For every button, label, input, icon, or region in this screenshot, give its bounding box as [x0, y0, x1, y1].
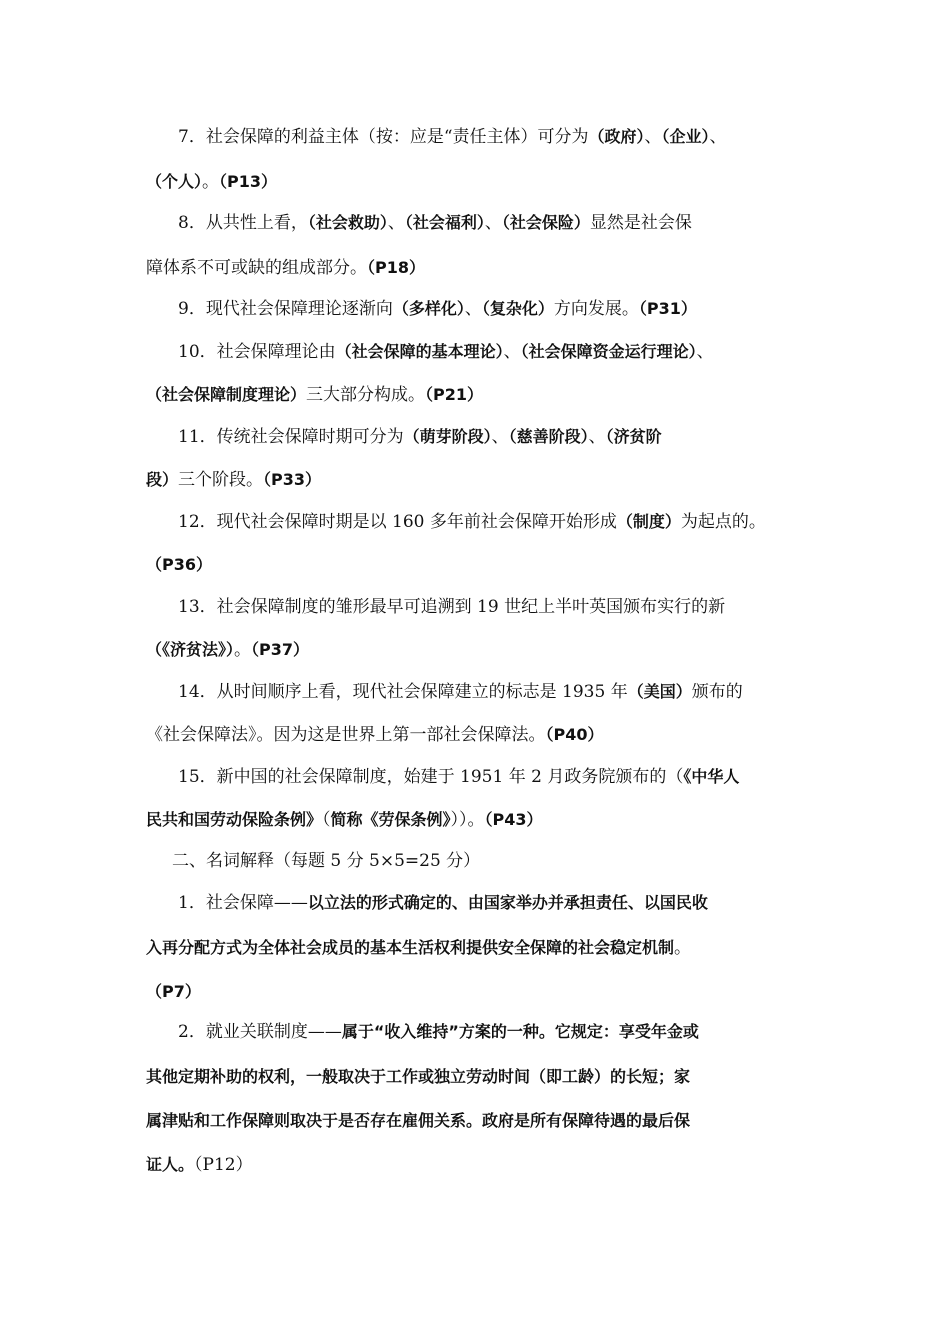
text: （P12） [194, 1155, 253, 1175]
bold-text: （复杂化） [481, 299, 554, 318]
text: 、 [588, 427, 606, 447]
text-line [178, 891, 858, 915]
bold-text: （P21） [425, 385, 484, 404]
text: 、 [503, 342, 521, 362]
bold-text: 民共和国劳动保险条例》 [146, 810, 323, 829]
text: 、 [464, 299, 482, 319]
text: 。 [234, 640, 252, 660]
bold-text: （萌芽阶段） [403, 427, 492, 446]
text: 为起点的。 [680, 512, 766, 532]
text: 、 [696, 342, 714, 362]
text-line [146, 553, 826, 577]
text-line [178, 125, 858, 149]
bold-text: 入再分配方式为全体社会成员的基本生活权利提供安全保障的社会稳定机制 [146, 938, 675, 957]
text-line [146, 170, 826, 194]
text: 二、名词解释（每题 5 分 5×5=25 分） [172, 851, 481, 871]
bold-text: （社会保障的基本理论） [335, 342, 504, 361]
text-line [146, 1153, 826, 1177]
text: 、 [644, 127, 662, 147]
text: 、 [709, 127, 727, 147]
bold-text: （多样化） [392, 299, 465, 318]
text-line [178, 510, 858, 534]
bold-text: （社会福利） [404, 213, 485, 232]
text: 1．社会保障—— [178, 893, 308, 913]
bold-text: （P18） [367, 258, 425, 277]
text: 三大部分构成。 [306, 385, 426, 405]
text-line [146, 1065, 826, 1089]
bold-text: （P36） [146, 555, 212, 574]
text: 15．新中国的社会保障制度，始建于 1951 年 2 月政务院颁布的（ [178, 767, 684, 787]
text-line [146, 1109, 826, 1133]
text: 12．现代社会保障时期是以 160 多年前社会保障开始形成 [178, 512, 617, 532]
text: 8．从共性上看， [178, 213, 308, 233]
text: 、 [491, 427, 509, 447]
text-line [146, 638, 826, 662]
text: 7．社会保障的利益主体（按：应是“责任主体）可分为 [178, 127, 589, 147]
bold-text: 属于“收入维持”方案的一种。它规定：享受年金或 [341, 1022, 699, 1041]
text: 2．就业关联制度—— [178, 1022, 342, 1042]
text-line [146, 468, 826, 492]
text: 。 [674, 938, 692, 958]
text-line [178, 765, 858, 789]
bold-text: （P33） [263, 470, 322, 489]
text: 《社会保障法》。因为这是世界上第一部社会保障法。 [146, 725, 546, 745]
text-line [178, 211, 858, 235]
bold-text: （政府） [588, 127, 645, 146]
bold-text: （P31） [638, 299, 697, 318]
bold-text: （P7） [146, 982, 201, 1001]
text-line [178, 595, 858, 619]
bold-text: 段） [146, 470, 179, 489]
text: 三个阶段。 [178, 470, 264, 490]
bold-text: 简称《劳保条例》 [330, 810, 451, 829]
text-line [146, 723, 826, 747]
bold-text: （P40） [545, 725, 604, 744]
text-line [178, 680, 858, 704]
text: 颁布的 [691, 682, 743, 702]
text: 10．社会保障理论由 [178, 342, 336, 362]
text-line [178, 297, 858, 321]
bold-text: （社会保障制度理论） [146, 385, 307, 404]
bold-text: 属津贴和工作保障则取决于是否存在雇佣关系。政府是所有保障待遇的最后保 [146, 1111, 691, 1130]
text: 14．从时间顺序上看，现代社会保障建立的标志是 1935 年 [178, 682, 628, 702]
bold-text: 其他定期补助的权利，一般取决于工作或独立劳动时间（即工龄）的长短；家 [146, 1067, 691, 1086]
text-line [146, 936, 826, 960]
text-line [146, 808, 826, 832]
text-line [178, 425, 858, 449]
bold-text: （社会保障资金运行理论） [520, 342, 697, 361]
bold-text: （P43） [484, 810, 543, 829]
text: 。 [202, 172, 220, 192]
bold-text: 证人。 [146, 1155, 195, 1174]
bold-text: （社会救助） [307, 213, 388, 232]
bold-text: （制度） [616, 512, 681, 531]
bold-text: （美国） [627, 682, 692, 701]
text: 方向发展。 [553, 299, 639, 319]
text-line [172, 849, 852, 873]
bold-text: （P37） [251, 640, 310, 659]
text: 11．传统社会保障时期可分为 [178, 427, 404, 447]
text: 显然是社会保 [589, 213, 692, 233]
text: 13．社会保障制度的雏形最早可追溯到 19 世纪上半叶英国颁布实行的新 [178, 597, 726, 617]
text-line [146, 256, 826, 280]
text-line [146, 980, 826, 1004]
bold-text: （个人） [146, 172, 203, 191]
bold-text: （慈善阶段） [508, 427, 589, 446]
text-line [178, 1020, 858, 1044]
text-line [146, 383, 826, 407]
text: 、 [387, 213, 405, 233]
bold-text: （企业） [661, 127, 710, 146]
text-line [178, 340, 858, 364]
bold-text: 《中华人 [683, 767, 740, 786]
bold-text: （《济贫法》） [146, 640, 235, 659]
text: 、 [484, 213, 502, 233]
text: （ [322, 810, 331, 830]
text: ））。 [450, 810, 485, 830]
bold-text: （社会保险） [501, 213, 590, 232]
bold-text: （济贫阶 [605, 427, 662, 446]
text: 障体系不可或缺的组成部分。 [146, 258, 367, 278]
bold-text: 以立法的形式确定的、由国家举办并承担责任、以国民收 [307, 893, 708, 912]
text: 9．现代社会保障理论逐渐向 [178, 299, 393, 319]
bold-text: （P13） [219, 172, 278, 191]
